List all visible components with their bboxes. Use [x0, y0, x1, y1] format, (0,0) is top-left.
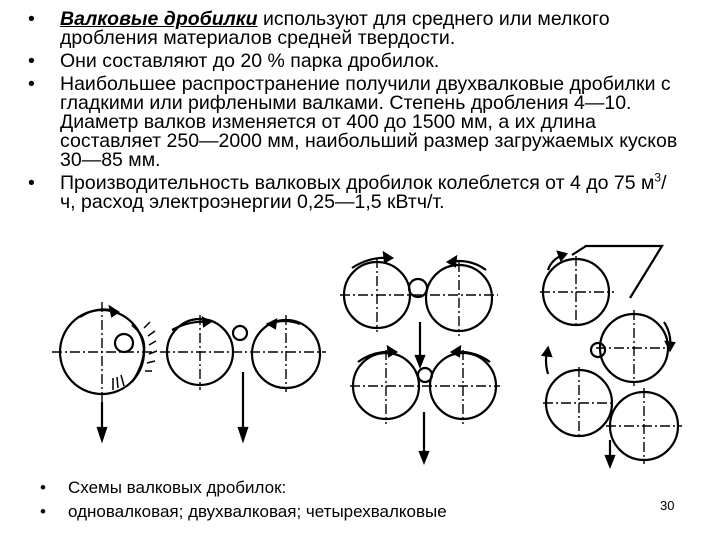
bullet-share: • Они составляют до 20 % парка дробилок.	[28, 52, 678, 71]
caption-schemes-types: • одновалковая; двухвалковая; четырехвалковые	[40, 500, 640, 524]
four-roll-hopper-scheme	[540, 246, 682, 466]
page-number: 30	[660, 498, 675, 513]
productivity-text-end: /ч, расход электроэнергии 0,25—1,5 кВтч/т.	[60, 172, 667, 213]
four-roll-vertical-scheme	[340, 253, 500, 462]
caption-schemes-title: • Схемы валковых дробилок:	[40, 476, 640, 500]
single-roll-scheme	[52, 302, 157, 440]
term-roll-crushers: Валковые дробилки	[60, 8, 258, 30]
superscript-3: 3	[654, 170, 662, 185]
two-roll-scheme	[160, 315, 326, 440]
caption-list	[40, 476, 640, 524]
productivity-text: Производительность валковых дробилок колеблется от 4 до 75 м	[60, 172, 655, 194]
bullet-two-roll: • Наибольшее распространение получили двухвалковые дробилки с гладкими или рифлеными валками. Степень дробления 4—10. Диаметр валков изменяется от 400 до 1500 мм, а их длина составляет 250—2000 мм, наибольший размер загружаемых кусков 30—85 мм.	[28, 75, 678, 170]
bullet-1-text: используют для среднего или мелкого дробления материалов средней твердости.	[60, 8, 610, 49]
